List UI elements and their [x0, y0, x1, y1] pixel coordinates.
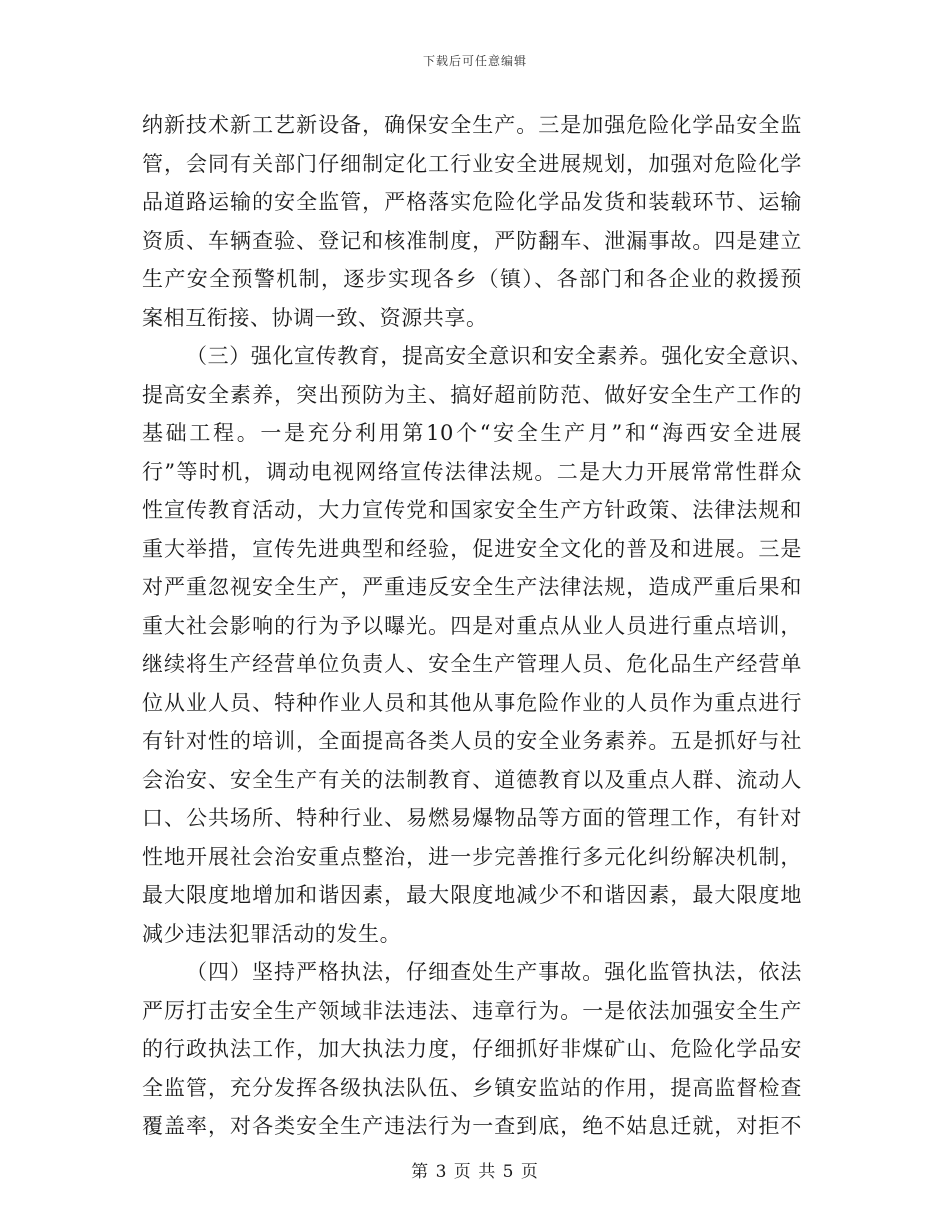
- text-line: 继续将生产经营单位负责人、安全生产管理人员、危化品生产经营单: [142, 652, 802, 676]
- text-line: 性地开展社会治安重点整治，进一步完善推行多元化纠纷解决机制，: [142, 844, 802, 869]
- text-line: 口、公共场所、特种行业、易燃易爆物品等方面的管理工作，有针对: [142, 806, 802, 830]
- text-line: 重大社会影响的行为予以曝光。四是对重点从业人员进行重点培训，: [142, 613, 802, 638]
- document-body: [142, 106, 813, 1146]
- text-line: 位从业人员、特种作业人员和其他从事危险作业的人员作为重点进行: [142, 690, 802, 715]
- header-note: 下载后可任意编辑: [422, 54, 527, 68]
- text-line: 生产安全预警机制，逐步实现各乡（镇）、各部门和各企业的救援预: [142, 267, 802, 291]
- paragraph-heading-3: （三）强化宣传教育，提高安全意识和安全素养。强化安全意识、: [186, 344, 813, 368]
- paragraph-heading-4: （四）坚持严格执法，仔细查处生产事故。强化监管执法，依法: [186, 960, 802, 984]
- text-line: 性宣传教育活动，大力宣传党和国家安全生产方针政策、法律法规和: [142, 498, 802, 522]
- text-line: 的行政执法工作，加大执法力度，仔细抓好非煤矿山、危险化学品安: [142, 1037, 802, 1061]
- text-line: 全监管，充分发挥各级执法队伍、乡镇安监站的作用，提高监督检查: [142, 1075, 802, 1100]
- text-line: 资质、车辆查验、登记和核准制度，严防翻车、泄漏事故。四是建立: [142, 228, 802, 253]
- text-line: 会治安、安全生产有关的法制教育、道德教育以及重点人群、流动人: [142, 767, 802, 792]
- text-line: 对严重忽视安全生产，严重违反安全生产法律法规，造成严重后果和: [142, 575, 802, 599]
- text-line: 重大举措，宣传先进典型和经验，促进安全文化的普及和进展。三是: [142, 536, 802, 561]
- text-line: 严厉打击安全生产领域非法违法、违章行为。一是依法加强安全生产: [142, 998, 802, 1023]
- text-line: 基础工程。一是充分利用第10个“安全生产月”和“海西安全进展: [142, 421, 802, 445]
- text-line: 有针对性的培训，全面提高各类人员的安全业务素养。五是抓好与社: [142, 729, 802, 753]
- text-line: 提高安全素养，突出预防为主、搞好超前防范、做好安全生产工作的: [142, 382, 802, 407]
- text-line: 品道路运输的安全监管，严格落实危险化学品发货和装载环节、运输: [142, 190, 802, 214]
- text-line: 管，会同有关部门仔细制定化工行业安全进展规划，加强对危险化学: [142, 151, 802, 176]
- text-line: 纳新技术新工艺新设备，确保安全生产。三是加强危险化学品安全监: [142, 113, 802, 137]
- text-line: 最大限度地增加和谐因素，最大限度地减少不和谐因素，最大限度地: [142, 883, 802, 907]
- text-line: 减少违法犯罪活动的发生。: [142, 921, 402, 946]
- text-line: 案相互衔接、协调一致、资源共享。: [142, 305, 488, 330]
- page-number: 第 3 页 共 5 页: [411, 1162, 539, 1182]
- text-line: 行”等时机，调动电视网络宣传法律法规。二是大力开展常常性群众: [142, 459, 802, 484]
- text-line: 覆盖率，对各类安全生产违法行为一查到底，绝不姑息迁就，对拒不: [142, 1114, 802, 1138]
